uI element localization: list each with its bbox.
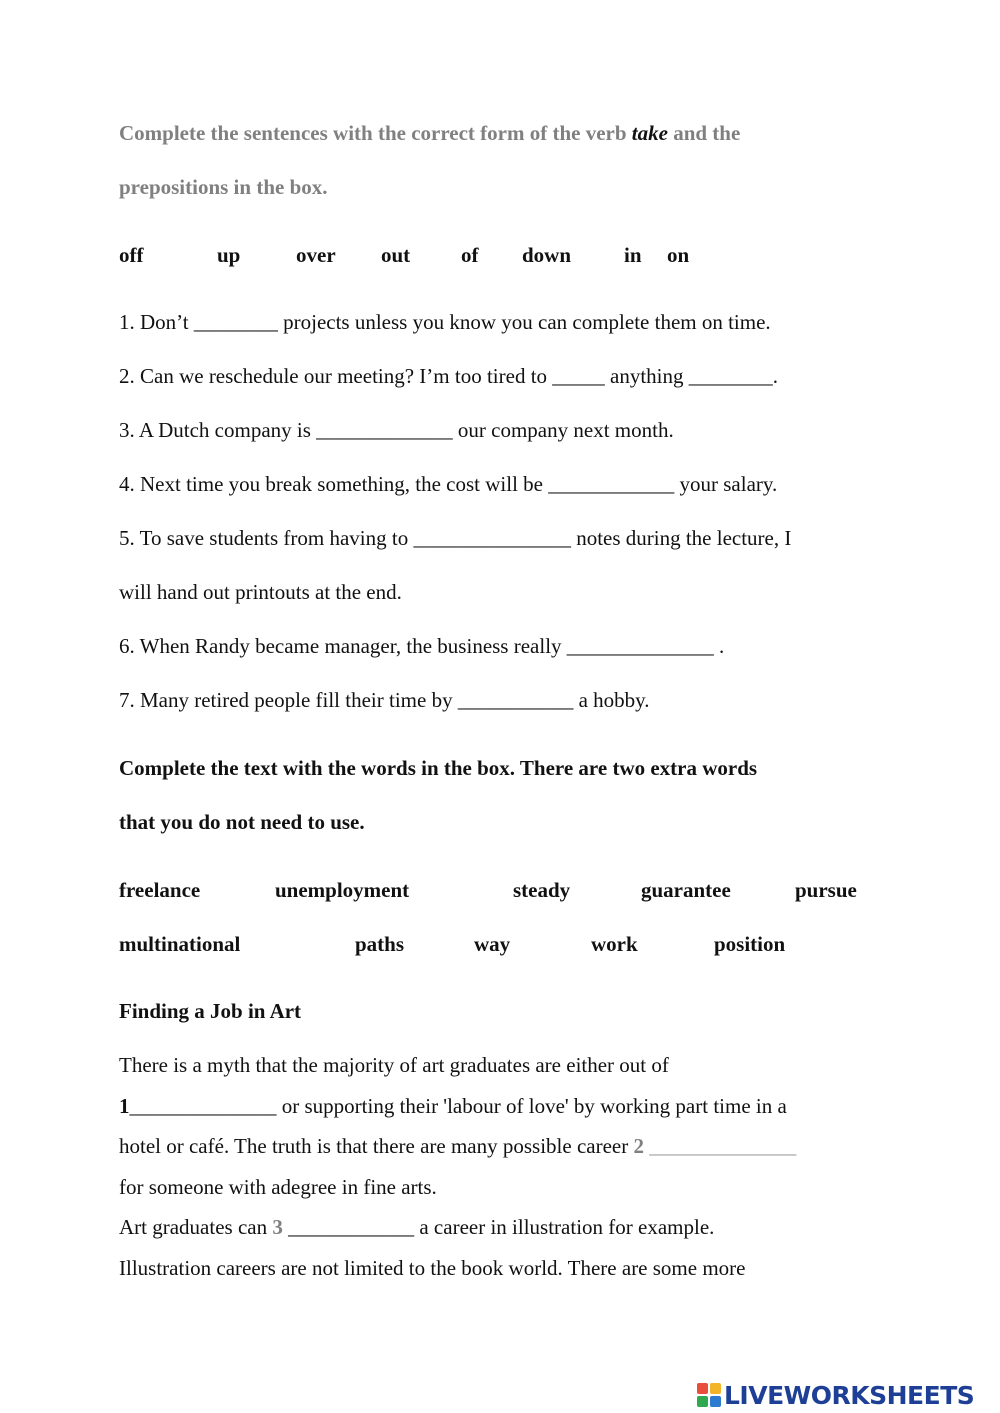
logo-square-icon [710, 1383, 721, 1394]
exercise2-instruction-line1: Complete the text with the words in the box. There are two extra words [119, 756, 758, 780]
text-line-2-rest: ______________ or supporting their 'labour of love' by working part time in a [129, 1094, 787, 1118]
verb-take: take [631, 121, 668, 145]
sentence-3: 3. A Dutch company is _____________ our company next month. [119, 418, 674, 442]
box-word: pursue [795, 878, 857, 902]
sentence-5: 5. To save students from having to _______________ notes during the lecture, I [119, 526, 792, 550]
sentence-1: 1. Don’t ________ projects unless you know you can complete them on time. [119, 310, 771, 334]
preposition-word: out [381, 243, 411, 267]
gap-blank-2: ______________ [643, 1134, 797, 1158]
text-title: Finding a Job in Art [119, 999, 302, 1023]
text-line-3-before: hotel or café. The truth is that there are many possible career [119, 1134, 634, 1158]
text-line-6: Illustration careers are not limited to the book world. There are some more [119, 1256, 746, 1280]
logo-square-icon [710, 1396, 721, 1407]
text-line-2 [119, 1096, 787, 1117]
text-line-5-before: Art graduates can [119, 1215, 273, 1239]
text-line-3 [119, 1136, 796, 1157]
gap-blank-3: ____________ [282, 1215, 415, 1239]
exercise1-instruction-line2: prepositions in the box. [119, 175, 328, 199]
preposition-word: down [522, 243, 572, 267]
instruction-text: and the [667, 121, 741, 145]
logo-mark-icon [697, 1383, 721, 1407]
preposition-word: in [624, 243, 642, 267]
preposition-word: of [461, 243, 479, 267]
logo-square-icon [697, 1383, 708, 1394]
box-word: freelance [119, 878, 201, 902]
sentence-6: 6. When Randy became manager, the business really ______________ . [119, 634, 725, 658]
sentence-5-continued: will hand out printouts at the end. [119, 580, 402, 604]
box-word: position [714, 932, 786, 956]
preposition-word: over [296, 243, 336, 267]
box-word: guarantee [641, 878, 731, 902]
gap-number-3: 3 [272, 1215, 283, 1239]
box-word: work [591, 932, 638, 956]
instruction-text: Complete the sentences with the correct form of the verb [119, 121, 632, 145]
gap-number-1: 1 [119, 1094, 130, 1118]
logo-square-icon [697, 1396, 708, 1407]
liveworksheets-logo [697, 1381, 974, 1409]
preposition-word: up [217, 243, 241, 267]
box-word: steady [513, 878, 571, 902]
sentence-2: 2. Can we reschedule our meeting? I’m too tired to _____ anything ________. [119, 364, 779, 388]
exercise2-instruction-line2: that you do not need to use. [119, 810, 365, 834]
exercise1-instruction-line1 [119, 123, 740, 144]
gap-number-2: 2 [633, 1134, 644, 1158]
sentence-7: 7. Many retired people fill their time by ___________ a hobby. [119, 688, 650, 712]
box-word: multinational [119, 932, 241, 956]
box-word: paths [355, 932, 405, 956]
sentence-4: 4. Next time you break something, the cost will be ____________ your salary. [119, 472, 778, 496]
text-line-1: There is a myth that the majority of art graduates are either out of [119, 1053, 669, 1077]
logo-text: LIVEWORKSHEETS [724, 1380, 975, 1410]
box-word: unemployment [275, 878, 410, 902]
box-word: way [474, 932, 511, 956]
text-line-4: for someone with adegree in fine arts. [119, 1175, 437, 1199]
preposition-word: on [667, 243, 690, 267]
text-line-5-after: a career in illustration for example. [414, 1215, 715, 1239]
text-line-5 [119, 1217, 714, 1238]
preposition-word: off [119, 243, 144, 267]
